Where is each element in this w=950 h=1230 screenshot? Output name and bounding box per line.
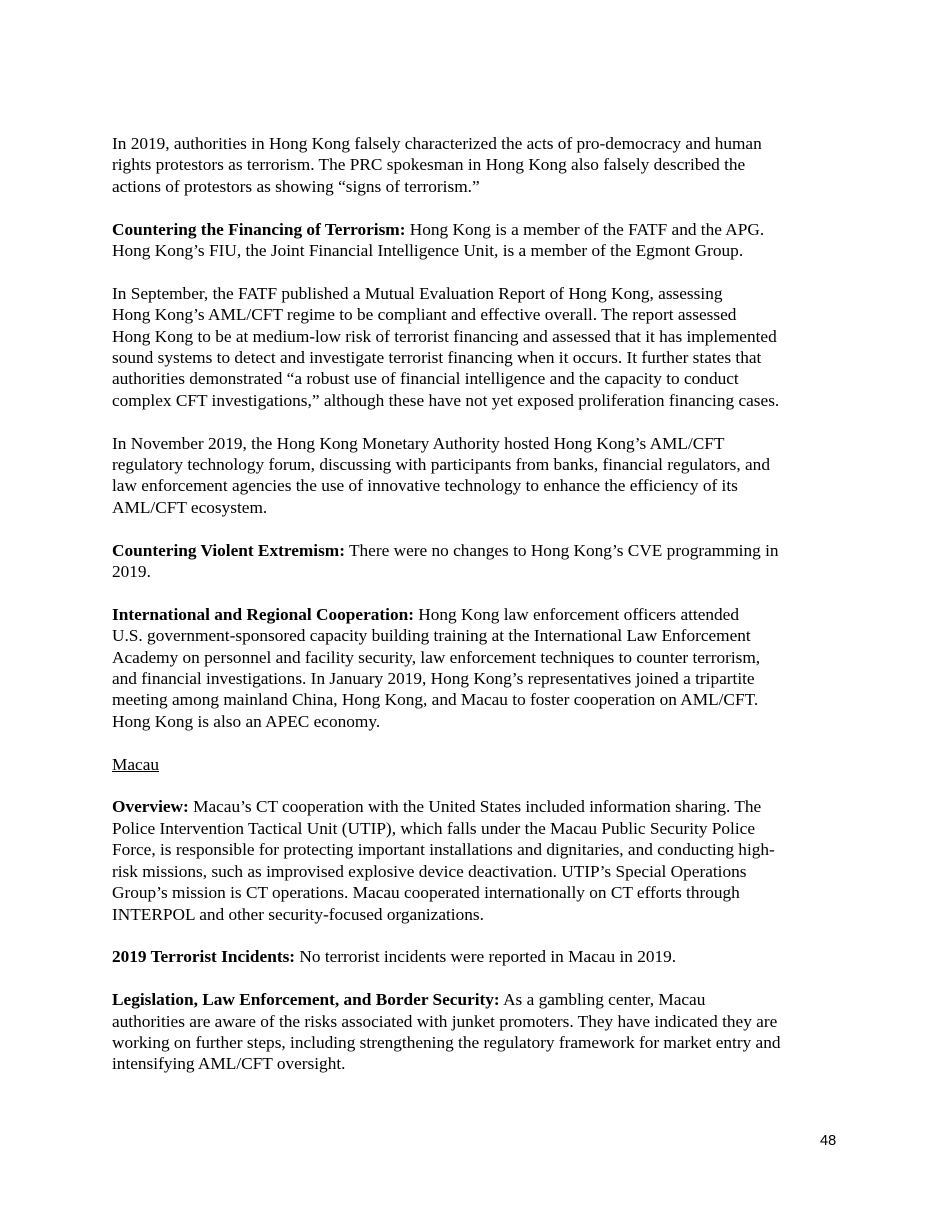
paragraph-macau-incidents (112, 946, 842, 967)
paragraph-heading: Countering Violent Extremism: (112, 540, 345, 560)
paragraph-cft (112, 219, 842, 262)
paragraph-text: There were no changes to Hong Kong’s CVE programming in 2019. (112, 540, 779, 582)
paragraph-heading: Legislation, Law Enforcement, and Border Security: (112, 990, 500, 1010)
document-page (112, 133, 842, 1096)
page-number: 48 (820, 1133, 837, 1149)
section-title-macau: Macau (112, 754, 160, 774)
paragraph-text: Macau’s CT cooperation with the United States included information sharing. The Police Intervention Tactical Unit (UTIP), which falls under the Macau Public Security Police Force, is responsible for protecting important installations and dignitaries, and conducting high- risk missions, such as improvised explosive device deactivation. UTIP’s Special Operations Group’s mission is CT operations. Macau cooperated internationally on CT efforts through INTERPOL and other security-focused organizations. (112, 797, 775, 924)
paragraph-heading: Countering the Financing of Terrorism: (112, 219, 406, 239)
paragraph-text: In 2019, authorities in Hong Kong falsely characterized the acts of pro-democracy and human rights protestors as terrorism. The PRC spokesman in Hong Kong also falsely described the actions of protestors as showing “signs of terrorism.” (112, 134, 762, 196)
paragraph-text: In November 2019, the Hong Kong Monetary Authority hosted Hong Kong’s AML/CFT regulatory technology forum, discussing with participants from banks, financial regulators, and law enforcement agencies the use of innovative technology to enhance the efficiency of its AML/CFT ecosystem. (112, 433, 770, 517)
paragraph-text: Hong Kong law enforcement officers attended U.S. government-sponsored capacity building training at the International Law Enforcement Academy on personnel and facility security, law enforcement techniques to counter terrorism, and financial investigations. In January 2019, Hong Kong’s representatives joined a tripartite meeting among mainland China, Hong Kong, and Macau to foster cooperation on AML/CFT. Hong Kong is also an APEC economy. (112, 604, 761, 731)
paragraph-cooperation (112, 604, 842, 732)
paragraph-cve (112, 540, 842, 583)
paragraph-heading: Overview: (112, 797, 189, 817)
paragraph-fatf-report (112, 283, 842, 411)
paragraph-macau-legislation (112, 989, 842, 1075)
paragraph-text: Hong Kong is a member of the FATF and the APG. Hong Kong’s FIU, the Joint Financial Intelligence Unit, is a member of the Egmont Group. (112, 219, 765, 261)
paragraph-hk-intro (112, 133, 842, 197)
paragraph-text: No terrorist incidents were reported in Macau in 2019. (295, 947, 677, 967)
paragraph-text: As a gambling center, Macau authorities are aware of the risks associated with junket promoters. They have indicated they are working on further steps, including strengthening the regulatory framework for market entry and intensifying AML/CFT oversight. (112, 990, 781, 1074)
paragraph-heading: International and Regional Cooperation: (112, 604, 414, 624)
paragraph-heading: 2019 Terrorist Incidents: (112, 947, 296, 967)
paragraph-text: In September, the FATF published a Mutual Evaluation Report of Hong Kong, assessing Hong Kong’s AML/CFT regime to be compliant and effective overall. The report assessed Hong Kong to be at medium-low risk of terrorist financing and assessed that it has implemented sound systems to detect and investigate terrorist financing when it occurs. It further states that authorities demonstrated “a robust use of financial intelligence and the capacity to conduct complex CFT investigations,” although these have not yet exposed proliferation financing cases. (112, 283, 780, 410)
paragraph-hkma-forum (112, 433, 842, 519)
paragraph-macau-overview (112, 796, 842, 924)
